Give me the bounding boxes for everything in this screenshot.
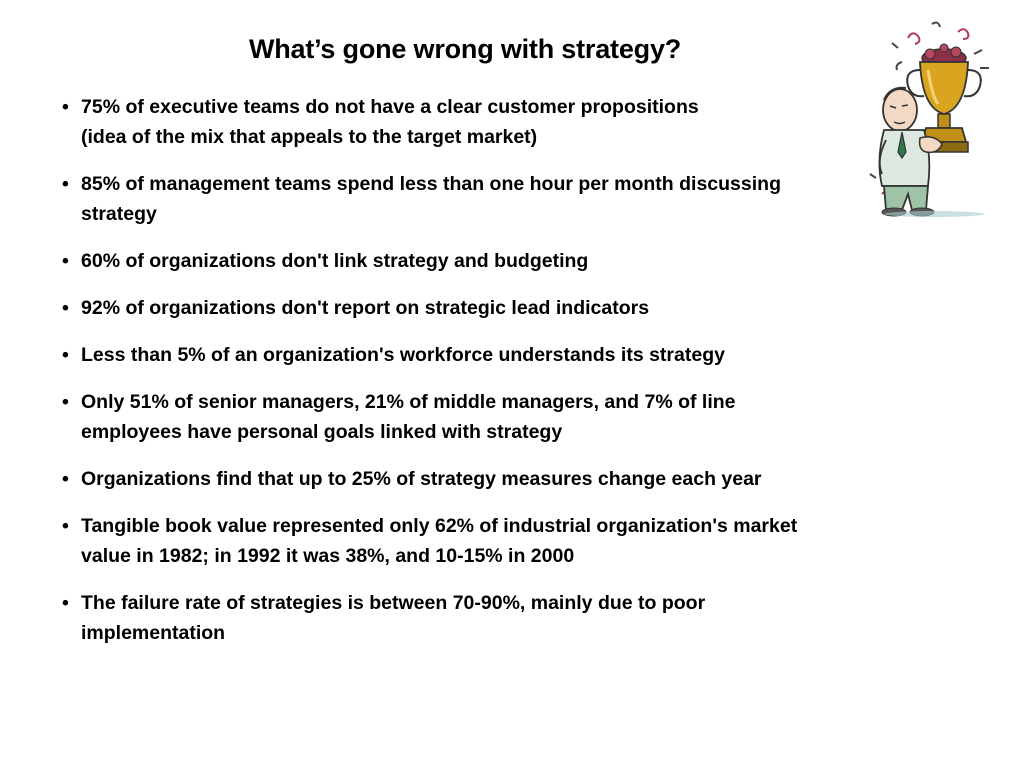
bullet-text-line: strategy	[81, 203, 157, 225]
bullet-text-line: Organizations find that up to 25% of strategy measures change each year	[81, 468, 762, 490]
bullet-text-line: 60% of organizations don't link strategy and budgeting	[81, 250, 589, 272]
bullet-marker: •	[62, 391, 69, 413]
bullet-item	[62, 169, 902, 229]
bullet-item	[62, 92, 902, 152]
bullet-text-line: 85% of management teams spend less than one hour per month discussing	[81, 173, 781, 195]
bullet-text-line: (idea of the mix that appeals to the target market)	[81, 126, 538, 148]
bullet-item	[62, 511, 902, 571]
bullet-item	[62, 464, 902, 494]
bullet-text-line: implementation	[81, 622, 226, 644]
bullet-text-line: 75% of executive teams do not have a clear customer propositions	[81, 96, 699, 118]
bullet-marker: •	[62, 173, 69, 195]
bullet-text-line: Less than 5% of an organization's workforce understands its strategy	[81, 344, 725, 366]
bullet-marker: •	[62, 468, 69, 490]
bullet-text-line: The failure rate of strategies is between 70-90%, mainly due to poor	[81, 592, 706, 614]
slide-title: What’s gone wrong with strategy?	[248, 34, 682, 64]
bullet-text-line: Only 51% of senior managers, 21% of middle managers, and 7% of line	[81, 391, 736, 413]
bullet-item	[62, 340, 902, 370]
bullet-text-line: value in 1982; in 1992 it was 38%, and 10-15% in 2000	[81, 545, 575, 567]
bullet-item	[62, 387, 902, 447]
bullet-list	[62, 92, 902, 665]
bullet-marker: •	[62, 592, 69, 614]
bullet-marker: •	[62, 96, 69, 118]
bullet-text-line: 92% of organizations don't report on strategic lead indicators	[81, 297, 650, 319]
bullet-item	[62, 588, 902, 648]
bullet-marker: •	[62, 344, 69, 366]
bullet-item	[62, 293, 902, 323]
bullet-marker: •	[62, 297, 69, 319]
bullet-item	[62, 246, 902, 276]
man-holding-trophy-icon	[862, 18, 1002, 218]
bullet-text-line: employees have personal goals linked with strategy	[81, 421, 563, 443]
bullet-marker: •	[62, 250, 69, 272]
bullet-text-line: Tangible book value represented only 62% of industrial organization's market	[81, 515, 798, 537]
bullet-marker: •	[62, 515, 69, 537]
